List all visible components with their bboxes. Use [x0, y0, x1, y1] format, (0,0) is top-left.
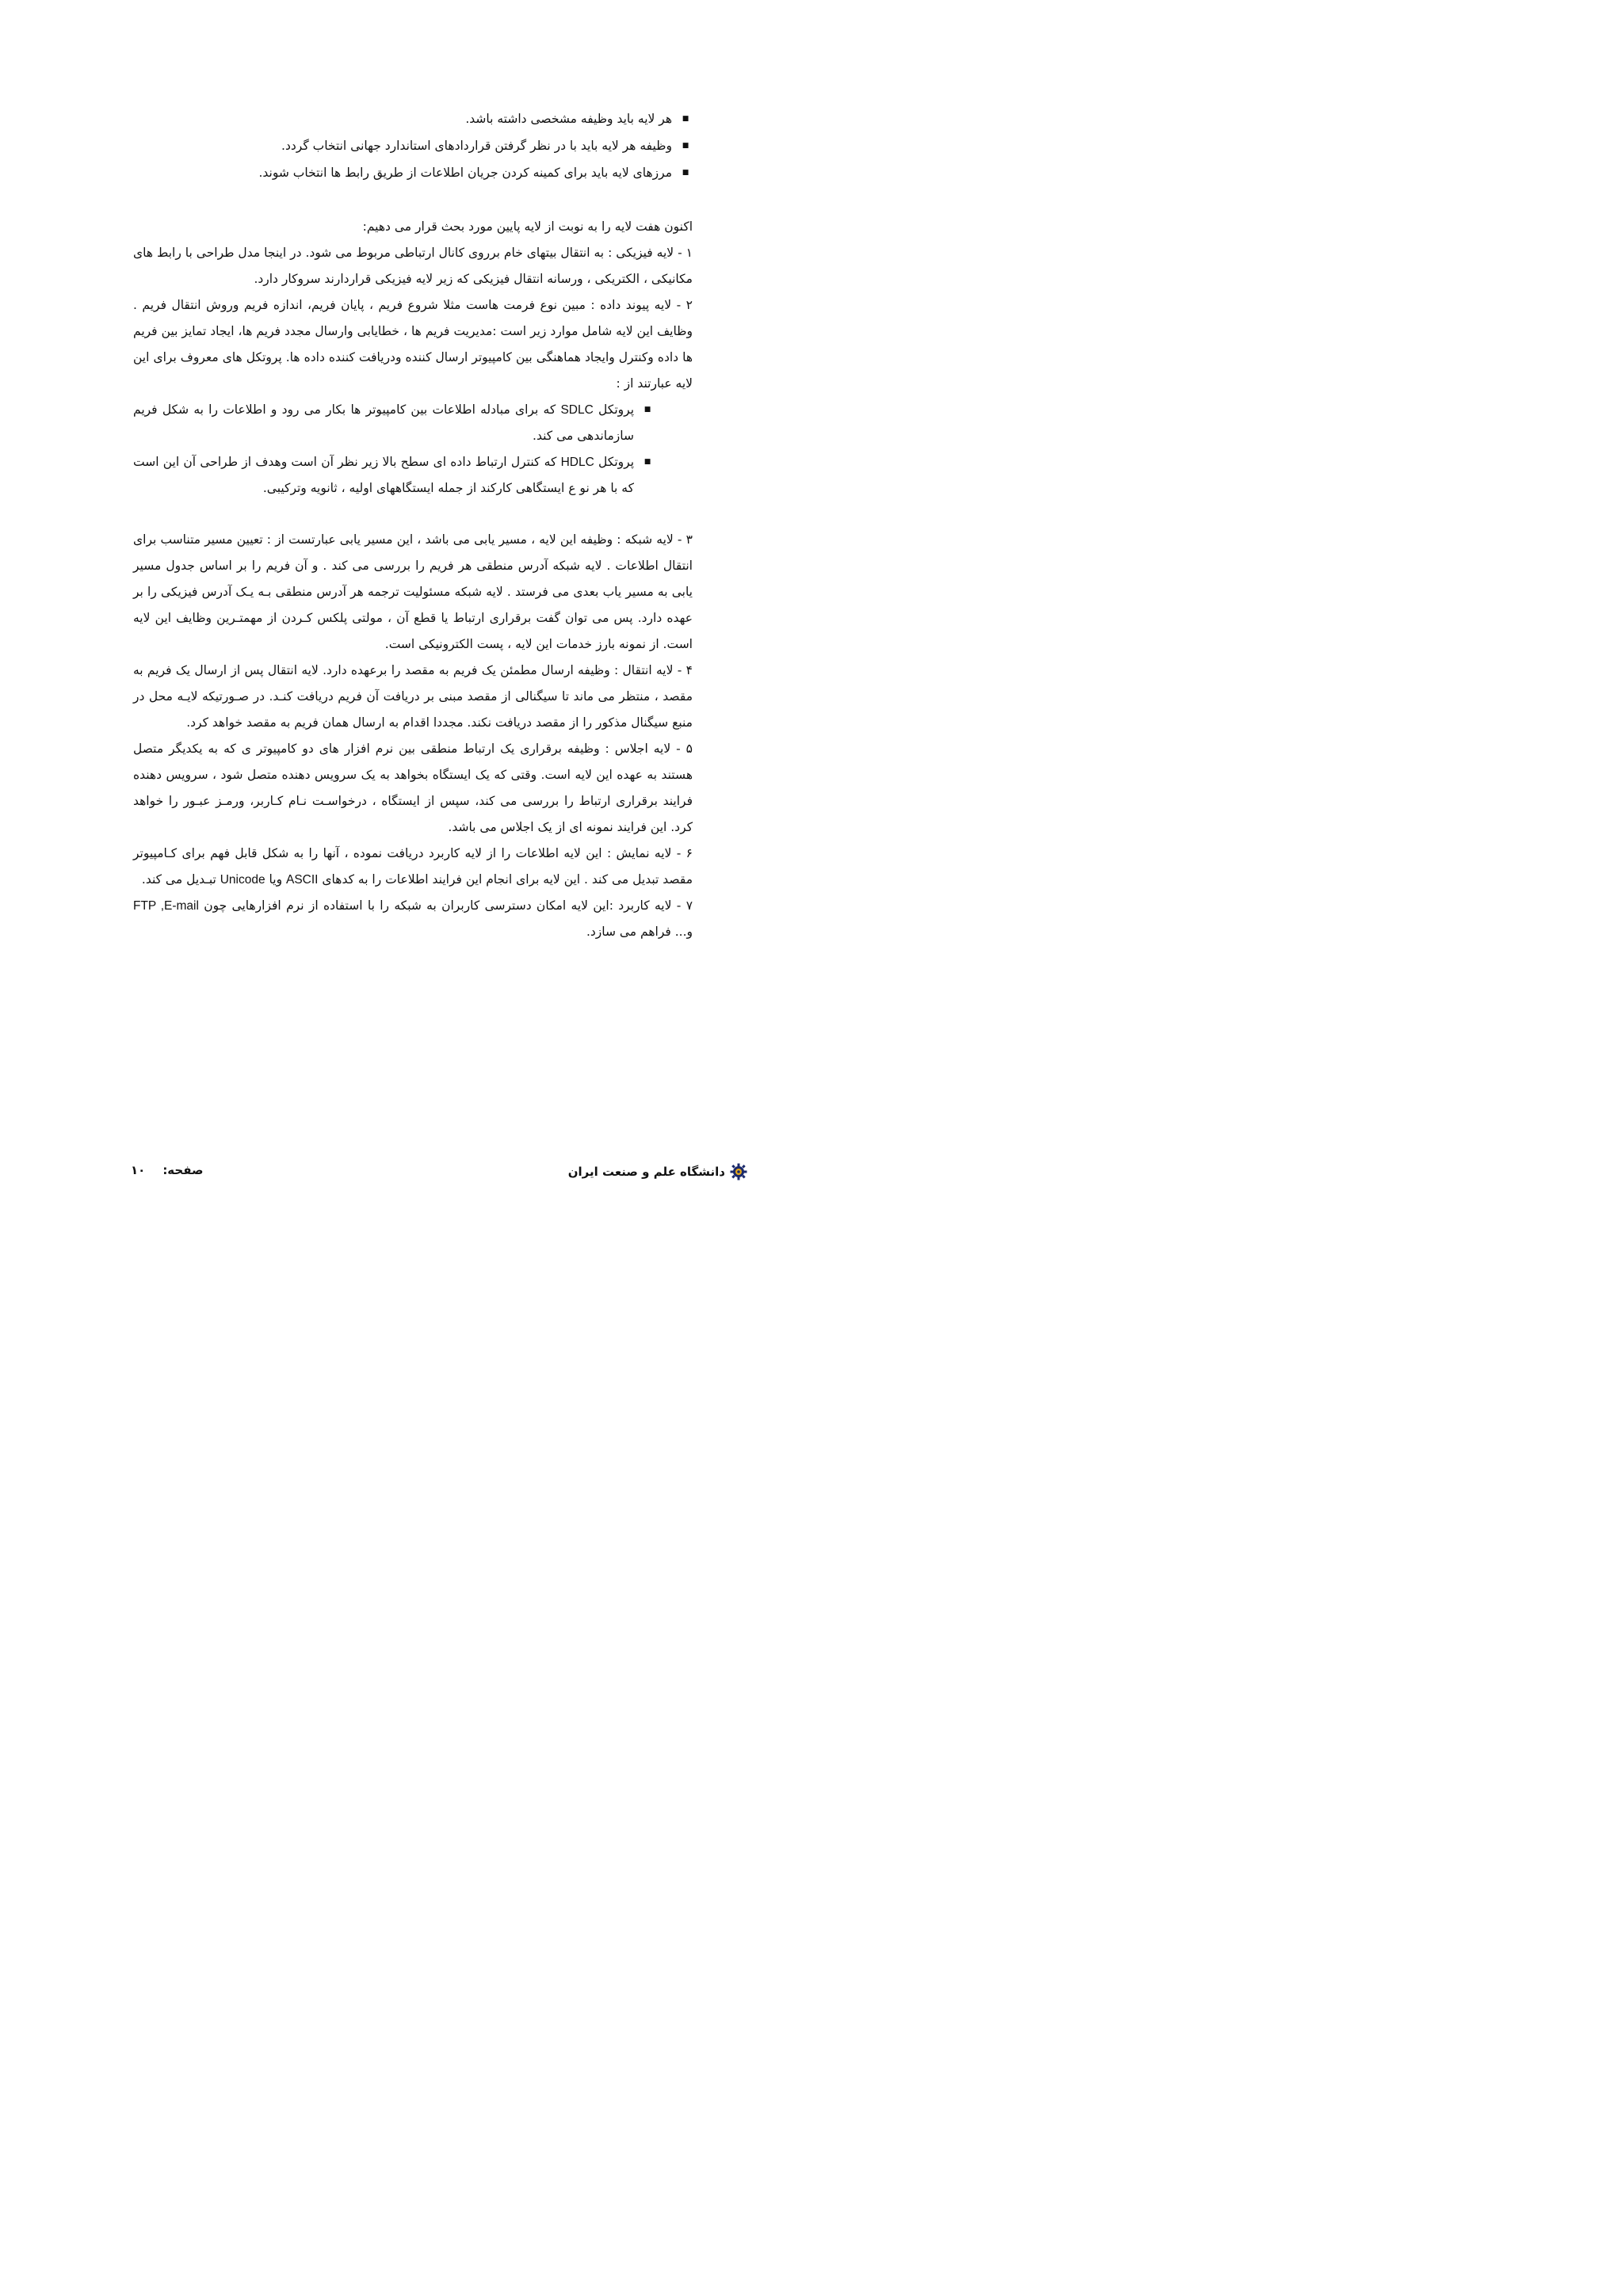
page-number: ۱۰: [131, 1163, 146, 1177]
protocol-name: SDLC: [560, 403, 594, 417]
university-name: دانشگاه علم و صنعت ایران: [567, 1165, 725, 1179]
layer-5-paragraph: ۵ - لایه اجلاس : وظیفه برقراری یک ارتباط منطقی بین نرم افزار های دو کامپیوتر ی که به یکدیگر متصل هستند به عهده این لایه است. وقتی که یک ایستگاه بخواهد به یک سرویس دهنده متصل شود ، سرویس دهنده فرایند برقراری ارتباط را بررسی می کند، سپس از ایستگاه ، درخواسـت نـام کـاربر، ورمـز عبـور را خواهد کرد. این فرایند نمونه ای از یک اجلاس می باشد.: [133, 742, 693, 834]
bullet-square-icon: ■: [682, 142, 689, 150]
layer-7-paragraph: ۷ - لایه کاربرد :این لایه امکان دسترسی کاربران به شبکه را با استفاده از نرم افزارهایی چون FTP ,E-mail و... فراهم می سازد.: [133, 898, 693, 939]
layer-6-paragraph: ۶ - لایه نمایش : این لایه اطلاعات را از لایه کاربرد دریافت نموده ، آنها را به شکل قابل فهم برای کـامپیوتر مقصد تبدیل می کند . این لایه برای انجام این فرایند اطلاعات را به کدهای ASCII ویا Unicode تبـدیل می کند.: [133, 846, 693, 887]
code-name: Unicode: [220, 873, 265, 887]
page-label: صفحه:: [162, 1163, 204, 1177]
protocol-list: [133, 397, 693, 502]
layer-2-paragraph: ۲ - لایه پیوند داده : مبین نوع فرمت هاست مثلا شروع فریم ، پایان فریم، اندازه فریم وروش انتقال فریم . وظایف این لایه شامل موارد زیر است :مدیریت فریم ها ، خطایابی وارسال مجدد فریم ها، ایجاد تمایز بین فریم ها داده وکنترل وایجاد هماهنگی بین کامپیوتر ارسال کننده ودریافت کننده داده ها. پروتکل های معروف برای این لایه عبارتند از :: [133, 298, 693, 391]
top-bullet-list: [133, 105, 693, 186]
intro-paragraph: اکنون هفت لایه را به نوبت از لایه پایین مورد بحث قرار می دهیم:: [362, 219, 693, 234]
bullet-square-icon: ■: [682, 115, 689, 123]
layer-1-paragraph: ۱ - لایه فیزیکی : به انتقال بیتهای خام برروی کانال ارتباطی مربوط می شود. در اینجا مدل طراحی با رابط های مکانیکی ، الکتریکی ، ورسانه انتقال فیزیکی که زیر لایه فیزیکی قراردارند سروکار دارد.: [133, 246, 693, 286]
document-page: [0, 0, 870, 1230]
list-item: ■ مرزهای لایه باید برای کمینه کردن جریان اطلاعات از طریق رابط ها انتخاب شوند.: [133, 159, 693, 186]
layer-4-paragraph: ۴ - لایه انتقال : وظیفه ارسال مطمئن یک فریم به مقصد را برعهده دارد. لایه انتقال پس از ارسال یک فریم به مقصد ، منتظر می ماند تا سیگنالی از مقصد مبنی بر دریافت آن فریم دریافت کنـد. در صـورتیکه لایـه محل در منبع سیگنال مذکور را از مقصد دریافت نکند. مجددا اقدام به ارسال همان فریم به مقصد خواهد کرد.: [133, 663, 693, 730]
list-item: ■ وظیفه هر لایه باید با در نظر گرفتن قراردادهای استاندارد جهانی انتخاب گردد.: [133, 132, 693, 159]
body-text: [133, 214, 693, 945]
page-number-block: [131, 1163, 204, 1177]
page-footer: [131, 1163, 747, 1195]
code-name: ASCII: [286, 873, 319, 887]
list-item: ■ هر لایه باید وظیفه مشخصی داشته باشد.: [133, 105, 693, 132]
bullet-square-icon: ■: [682, 169, 689, 177]
gear-logo-icon: [730, 1163, 747, 1180]
footer-university: [568, 1163, 747, 1180]
protocol-name: HDLC: [560, 456, 594, 469]
bullet-square-icon: ■: [643, 458, 651, 466]
list-item: ■ پروتکل SDLC که برای مبادله اطلاعات بین کامپیوتر ها بکار می رود و اطلاعات را به شکل فریم سازماندهی می کند.: [133, 397, 693, 449]
list-item: ■ پروتکل HDLC که کنترل ارتباط داده ای سطح بالا زیر نظر آن است وهدف از طراحی آن این است که با هر نو ع ایستگاهی کارکند از جمله ایستگاههای اولیه ، ثانویه وترکیبی.: [133, 449, 693, 502]
app-names: FTP ,E-mail: [133, 899, 199, 913]
spacer: [133, 502, 693, 527]
bullet-square-icon: ■: [643, 406, 651, 414]
layer-3-paragraph: ۳ - لایه شبکه : وظیفه این لایه ، مسیر یابی می باشد ، این مسیر یابی عبارتست از : تعیین مسیر متناسب برای انتقال اطلاعات . لایه شبکه آدرس منطقی هر فریم را بررسی می کند . و آن فریم را بر اساس جدول مسیر یابی به مسیر یاب بعدی می فرستد . لایه شبکه مسئولیت ترجمه هر آدرس منطقی بـه یـک آدرس فیزیکی را بر عهده دارد. پس می توان گفت برقراری ارتباط یا قطع آن ، مولتی پلکس کـردن از مهمتـرین وظایف این لایه است. از نمونه بارز خدمات این لایه ، پست الکترونیکی است.: [133, 532, 693, 651]
